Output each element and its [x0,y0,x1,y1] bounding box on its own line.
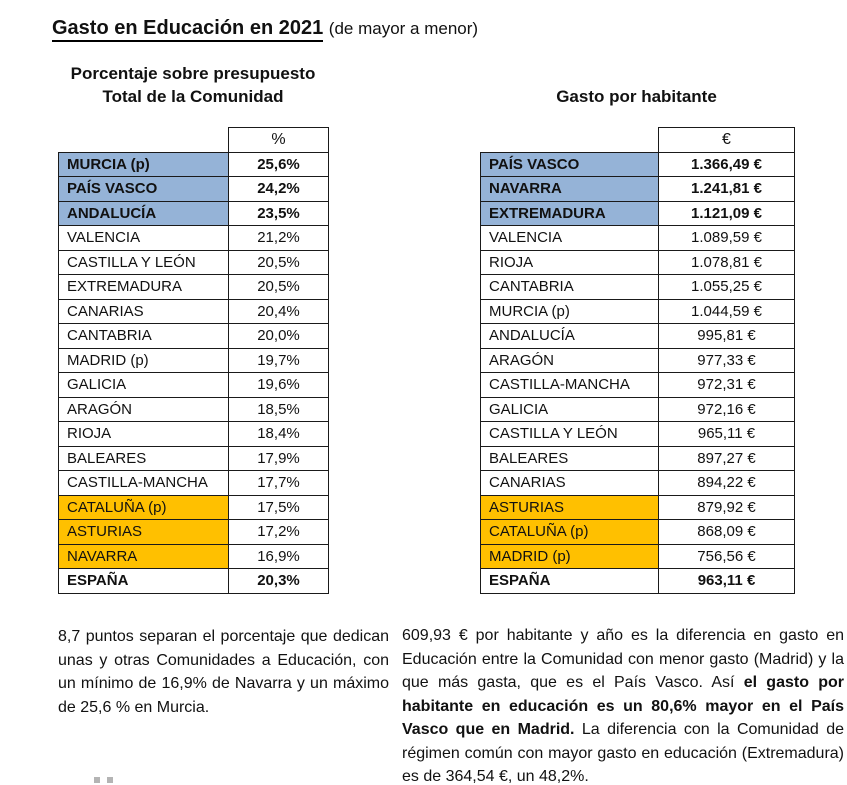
table-row [59,495,329,520]
euro-unit-header: € [659,128,795,153]
table-row [59,299,329,324]
value-cell: 17,7% [229,471,329,496]
table-row [481,422,795,447]
region-name-cell: GALICIA [481,397,659,422]
table-row [59,569,329,594]
left-table-heading-line2: Total de la Comunidad [102,87,284,106]
table-row [481,250,795,275]
value-cell: 972,16 € [659,397,795,422]
region-name-cell: PAÍS VASCO [481,152,659,177]
region-name-cell: CANARIAS [481,471,659,496]
cutoff-mark [107,777,113,783]
region-name-cell: VALENCIA [481,226,659,251]
page-title-suffix: (de mayor a menor) [328,19,479,38]
table-row [59,201,329,226]
region-name-cell: ESPAÑA [481,569,659,594]
value-cell: 20,0% [229,324,329,349]
table-row [59,152,329,177]
page-title-main: Gasto en Educación en 2021 [52,17,323,42]
right-table-heading-text: Gasto por habitante [556,87,717,106]
cutoff-mark [94,777,100,783]
region-name-cell: ESPAÑA [59,569,229,594]
value-cell: 756,56 € [659,544,795,569]
value-cell: 20,5% [229,250,329,275]
region-name-cell: EXTREMADURA [59,275,229,300]
value-cell: 1.366,49 € [659,152,795,177]
region-name-cell: BALEARES [59,446,229,471]
region-name-cell: ANDALUCÍA [59,201,229,226]
left-table-heading-line1: Porcentaje sobre presupuesto [70,64,316,83]
value-cell: 24,2% [229,177,329,202]
region-name-cell: CANARIAS [59,299,229,324]
table-row [59,446,329,471]
header-spacer [59,128,229,153]
per-capita-table-header-row [481,128,795,153]
region-name-cell: CASTILLA Y LEÓN [481,422,659,447]
region-name-cell: BALEARES [481,446,659,471]
region-name-cell: MADRID (p) [481,544,659,569]
region-name-cell: VALENCIA [59,226,229,251]
value-cell: 23,5% [229,201,329,226]
table-row [481,397,795,422]
region-name-cell: MURCIA (p) [481,299,659,324]
region-name-cell: ARAGÓN [481,348,659,373]
region-name-cell: CASTILLA-MANCHA [59,471,229,496]
table-row [59,177,329,202]
table-row [481,348,795,373]
value-cell: 1.089,59 € [659,226,795,251]
table-row [59,275,329,300]
value-cell: 20,5% [229,275,329,300]
region-name-cell: ARAGÓN [59,397,229,422]
table-row [481,520,795,545]
value-cell: 17,9% [229,446,329,471]
table-row [59,471,329,496]
table-row [481,177,795,202]
value-cell: 20,4% [229,299,329,324]
cutoff-text-fragment [94,777,113,783]
table-row [59,520,329,545]
region-name-cell: CASTILLA Y LEÓN [59,250,229,275]
table-row [481,152,795,177]
value-cell: 879,92 € [659,495,795,520]
table-row [481,373,795,398]
table-row [59,250,329,275]
left-table-heading [58,62,328,108]
value-cell: 19,6% [229,373,329,398]
table-row [59,544,329,569]
value-cell: 897,27 € [659,446,795,471]
right-note-paragraph [402,624,844,785]
value-cell: 1.078,81 € [659,250,795,275]
region-name-cell: CASTILLA-MANCHA [481,373,659,398]
percent-unit-header: % [229,128,329,153]
table-row [481,324,795,349]
value-cell: 19,7% [229,348,329,373]
region-name-cell: RIOJA [481,250,659,275]
value-cell: 868,09 € [659,520,795,545]
table-row [481,446,795,471]
left-note-text: 8,7 puntos separan el porcentaje que dedican unas y otras Comunidades a Educación, con un mínimo de 16,9% de Navarra y un máximo de 25,6 % en Murcia. [58,628,389,716]
value-cell: 965,11 € [659,422,795,447]
value-cell: 16,9% [229,544,329,569]
right-table-heading [480,85,793,108]
table-row [481,569,795,594]
value-cell: 894,22 € [659,471,795,496]
region-name-cell: ANDALUCÍA [481,324,659,349]
right-note-bold-text: el gasto por habitante en educación es un 80,6% mayor en el País Vasco que en Madrid. [402,674,844,738]
region-name-cell: CATALUÑA (p) [481,520,659,545]
region-name-cell: NAVARRA [59,544,229,569]
header-spacer [481,128,659,153]
value-cell: 1.055,25 € [659,275,795,300]
table-row [481,495,795,520]
table-row [59,397,329,422]
table-row [59,373,329,398]
table-row [481,299,795,324]
region-name-cell: CANTABRIA [59,324,229,349]
right-note-text-2: La diferencia con la Comunidad de régimen común con mayor gasto en educación (Extremadura) es de 364,54 €, un 48,2%. [402,721,845,785]
region-name-cell: ASTURIAS [481,495,659,520]
value-cell: 18,4% [229,422,329,447]
value-cell: 1.241,81 € [659,177,795,202]
table-row [59,348,329,373]
value-cell: 1.044,59 € [659,299,795,324]
region-name-cell: EXTREMADURA [481,201,659,226]
table-row [59,324,329,349]
value-cell: 977,33 € [659,348,795,373]
value-cell: 995,81 € [659,324,795,349]
percent-table [58,127,329,594]
value-cell: 17,2% [229,520,329,545]
percent-table-header-row [59,128,329,153]
table-row [59,226,329,251]
table-row [59,422,329,447]
region-name-cell: GALICIA [59,373,229,398]
value-cell: 972,31 € [659,373,795,398]
right-note-text-1: 609,93 € por habitante y año es la diferencia en gasto en Educación entre la Comunidad con menor gasto (Madrid) y la que más gasta, que es el País Vasco. Así [402,627,844,691]
table-row [481,471,795,496]
value-cell: 21,2% [229,226,329,251]
region-name-cell: ASTURIAS [59,520,229,545]
table-row [481,275,795,300]
region-name-cell: RIOJA [59,422,229,447]
per-capita-table [480,127,795,594]
value-cell: 1.121,09 € [659,201,795,226]
region-name-cell: PAÍS VASCO [59,177,229,202]
table-row [481,201,795,226]
page-title [52,17,478,40]
value-cell: 20,3% [229,569,329,594]
value-cell: 17,5% [229,495,329,520]
region-name-cell: NAVARRA [481,177,659,202]
table-row [481,226,795,251]
value-cell: 25,6% [229,152,329,177]
region-name-cell: CANTABRIA [481,275,659,300]
value-cell: 963,11 € [659,569,795,594]
region-name-cell: CATALUÑA (p) [59,495,229,520]
region-name-cell: MURCIA (p) [59,152,229,177]
value-cell: 18,5% [229,397,329,422]
left-note-paragraph [58,625,389,719]
region-name-cell: MADRID (p) [59,348,229,373]
table-row [481,544,795,569]
